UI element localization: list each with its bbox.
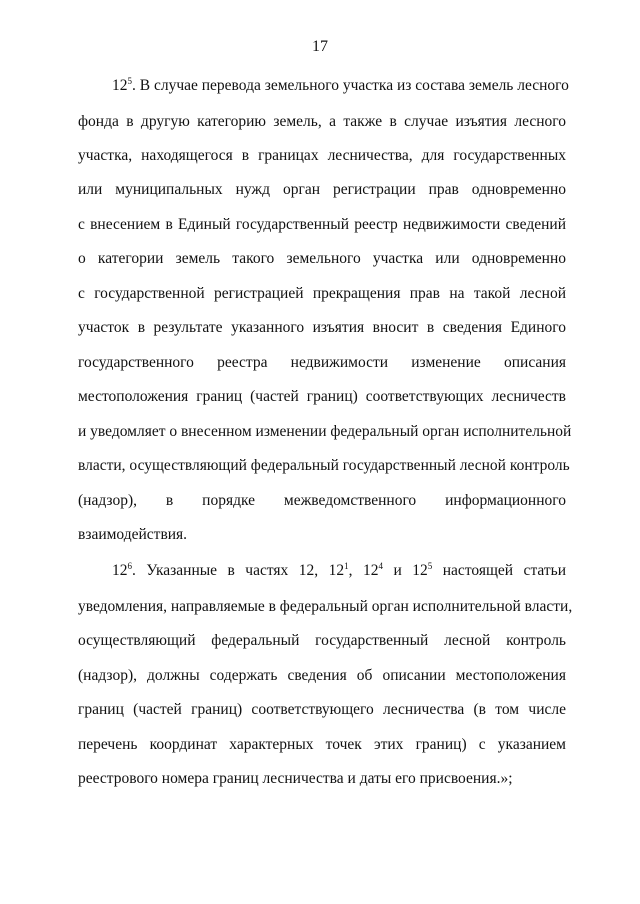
paragraph-first-line [112, 75, 569, 96]
paragraph-number-superscript: 6 [127, 560, 132, 571]
paragraph-text: . В случае перевода земельного участка из состава земель лесного [132, 77, 569, 94]
text-line: с государственной регистрацией прекращения прав на такой лесной [78, 285, 566, 302]
text-line: взаимодействия. [78, 526, 188, 543]
text-line: участок в результате указанного изъятия вносит в сведения Единого [78, 319, 566, 336]
text-line: границ (частей границ) соответствующего лесничества (в том числе [78, 701, 566, 718]
text-line: власти, осуществляющий федеральный государственный лесной контроль [78, 457, 570, 474]
paragraph-text: и 12 [383, 562, 428, 579]
superscript: 4 [378, 560, 384, 571]
superscript: 1 [344, 560, 349, 571]
superscript: 5 [427, 560, 433, 571]
paragraph-number: 12 [112, 562, 128, 579]
paragraph-text: настоящей статьи [432, 562, 567, 579]
text-line: и уведомляет о внесенном изменении федеральный орган исполнительной [78, 423, 572, 440]
paragraph-number: 12 [112, 77, 128, 94]
text-line: осуществляющий федеральный государственный лесной контроль [78, 632, 566, 649]
page-number: 17 [312, 38, 328, 55]
text-line: с внесением в Единый государственный реестр недвижимости сведений [78, 216, 566, 233]
text-line: фонда в другую категорию земель, а также в случае изъятия лесного [78, 113, 566, 130]
text-line: государственного реестра недвижимости изменение описания [78, 354, 566, 371]
text-line: (надзор), должны содержать сведения об описании местоположения [78, 667, 566, 684]
paragraph-number-superscript: 5 [127, 75, 132, 86]
text-line: участка, находящегося в границах лесничества, для государственных [78, 147, 566, 164]
paragraph-text: , 12 [348, 562, 379, 579]
text-line: (надзор), в порядке межведомственного информационного [78, 492, 566, 509]
text-line: или муниципальных нужд орган регистрации прав одновременно [78, 181, 566, 198]
text-line: местоположения границ (частей границ) соответствующих лесничеств [78, 388, 566, 405]
paragraph-text: . Указанные в частях 12, 12 [132, 562, 345, 579]
paragraph-first-line [112, 561, 566, 581]
text-line: перечень координат характерных точек этих границ) с указанием [78, 736, 566, 753]
text-line: реестрового номера границ лесничества и даты его присвоения.»; [78, 770, 513, 787]
text-line: о категории земель такого земельного участка или одновременно [78, 250, 566, 267]
text-line: уведомления, направляемые в федеральный орган исполнительной власти, [78, 598, 573, 615]
